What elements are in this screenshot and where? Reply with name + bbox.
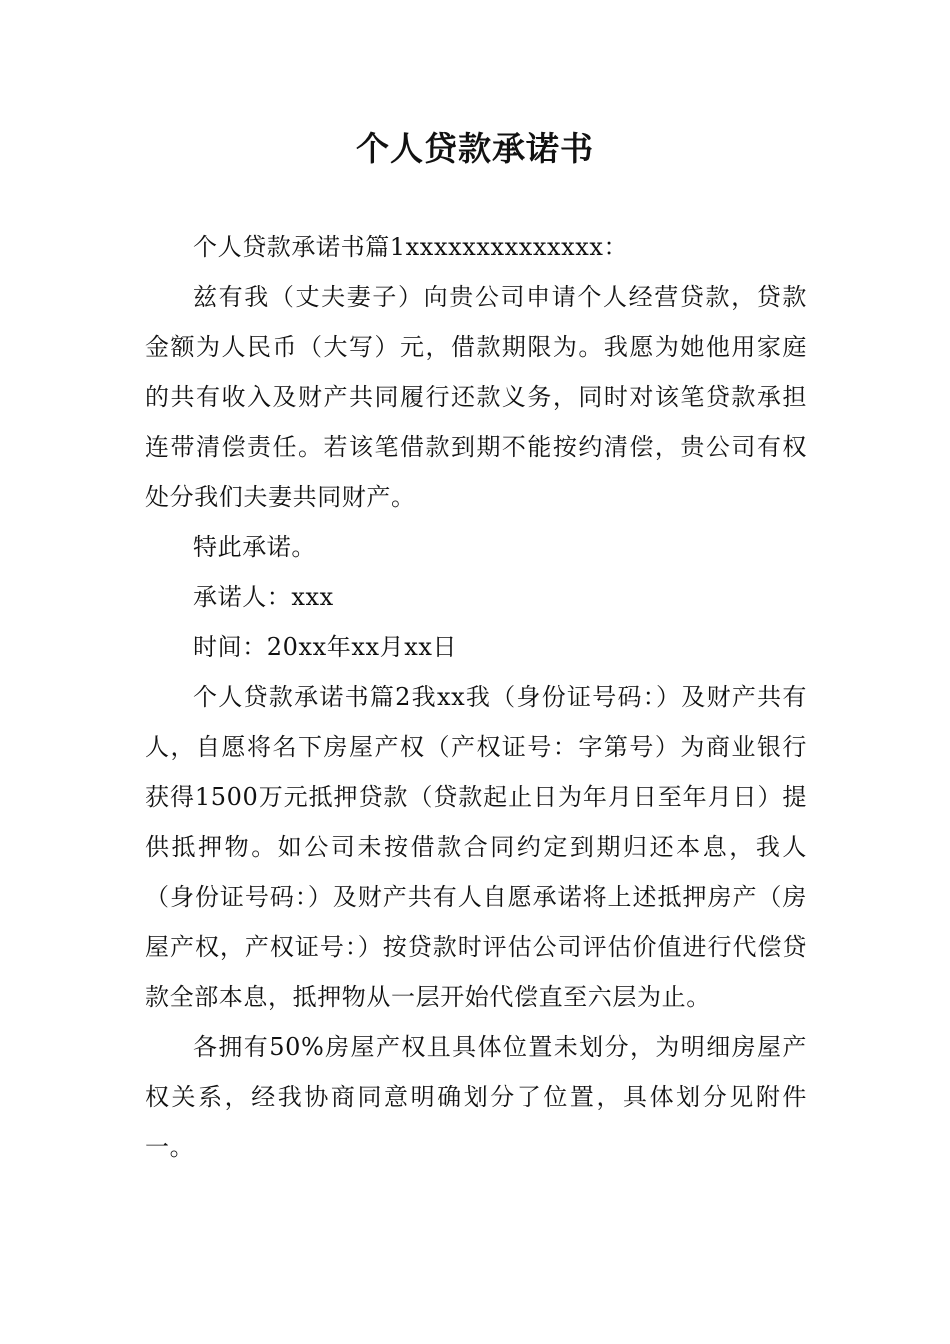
document-title: 个人贷款承诺书	[356, 129, 594, 168]
paragraph-date: 时间：20xx年xx月xx日	[193, 633, 458, 661]
paragraph-commitment-1: 兹有我（丈夫妻子）向贵公司申请个人经营贷款，贷款金额为人民币（大写）元，借款期限为。我愿为她他用家庭的共有收入及财产共同履行还款义务，同时对该笔贷款承担连带清偿责任。若该笔借款到期不能按约清偿，贵公司有权处分我们夫妻共同财产。	[145, 283, 807, 511]
paragraph-heading-1: 个人贷款承诺书篇1xxxxxxxxxxxxxx：	[193, 233, 629, 261]
paragraph-commitment-2: 个人贷款承诺书篇2我xx我（身份证号码：）及财产共有人，自愿将名下房屋产权（产权证号：字第号）为商业银行获得1500万元抵押贷款（贷款起止日为年月日至年月日）提供抵押物。如公司未按借款合同约定到期归还本息，我人（身份证号码：）及财产共有人自愿承诺将上述抵押房产（房屋产权，产权证号：）按贷款时评估公司评估价值进行代偿贷款全部本息，抵押物从一层开始代偿直至六层为止。	[145, 683, 807, 1011]
paragraph-promisor: 承诺人：xxx	[193, 583, 334, 611]
paragraph-property-division: 各拥有50%房屋产权且具体位置未划分，为明细房屋产权关系，经我协商同意明确划分了位置，具体划分见附件一。	[145, 1033, 807, 1161]
paragraph-hereby: 特此承诺。	[193, 533, 316, 561]
document-body	[145, 222, 807, 1172]
